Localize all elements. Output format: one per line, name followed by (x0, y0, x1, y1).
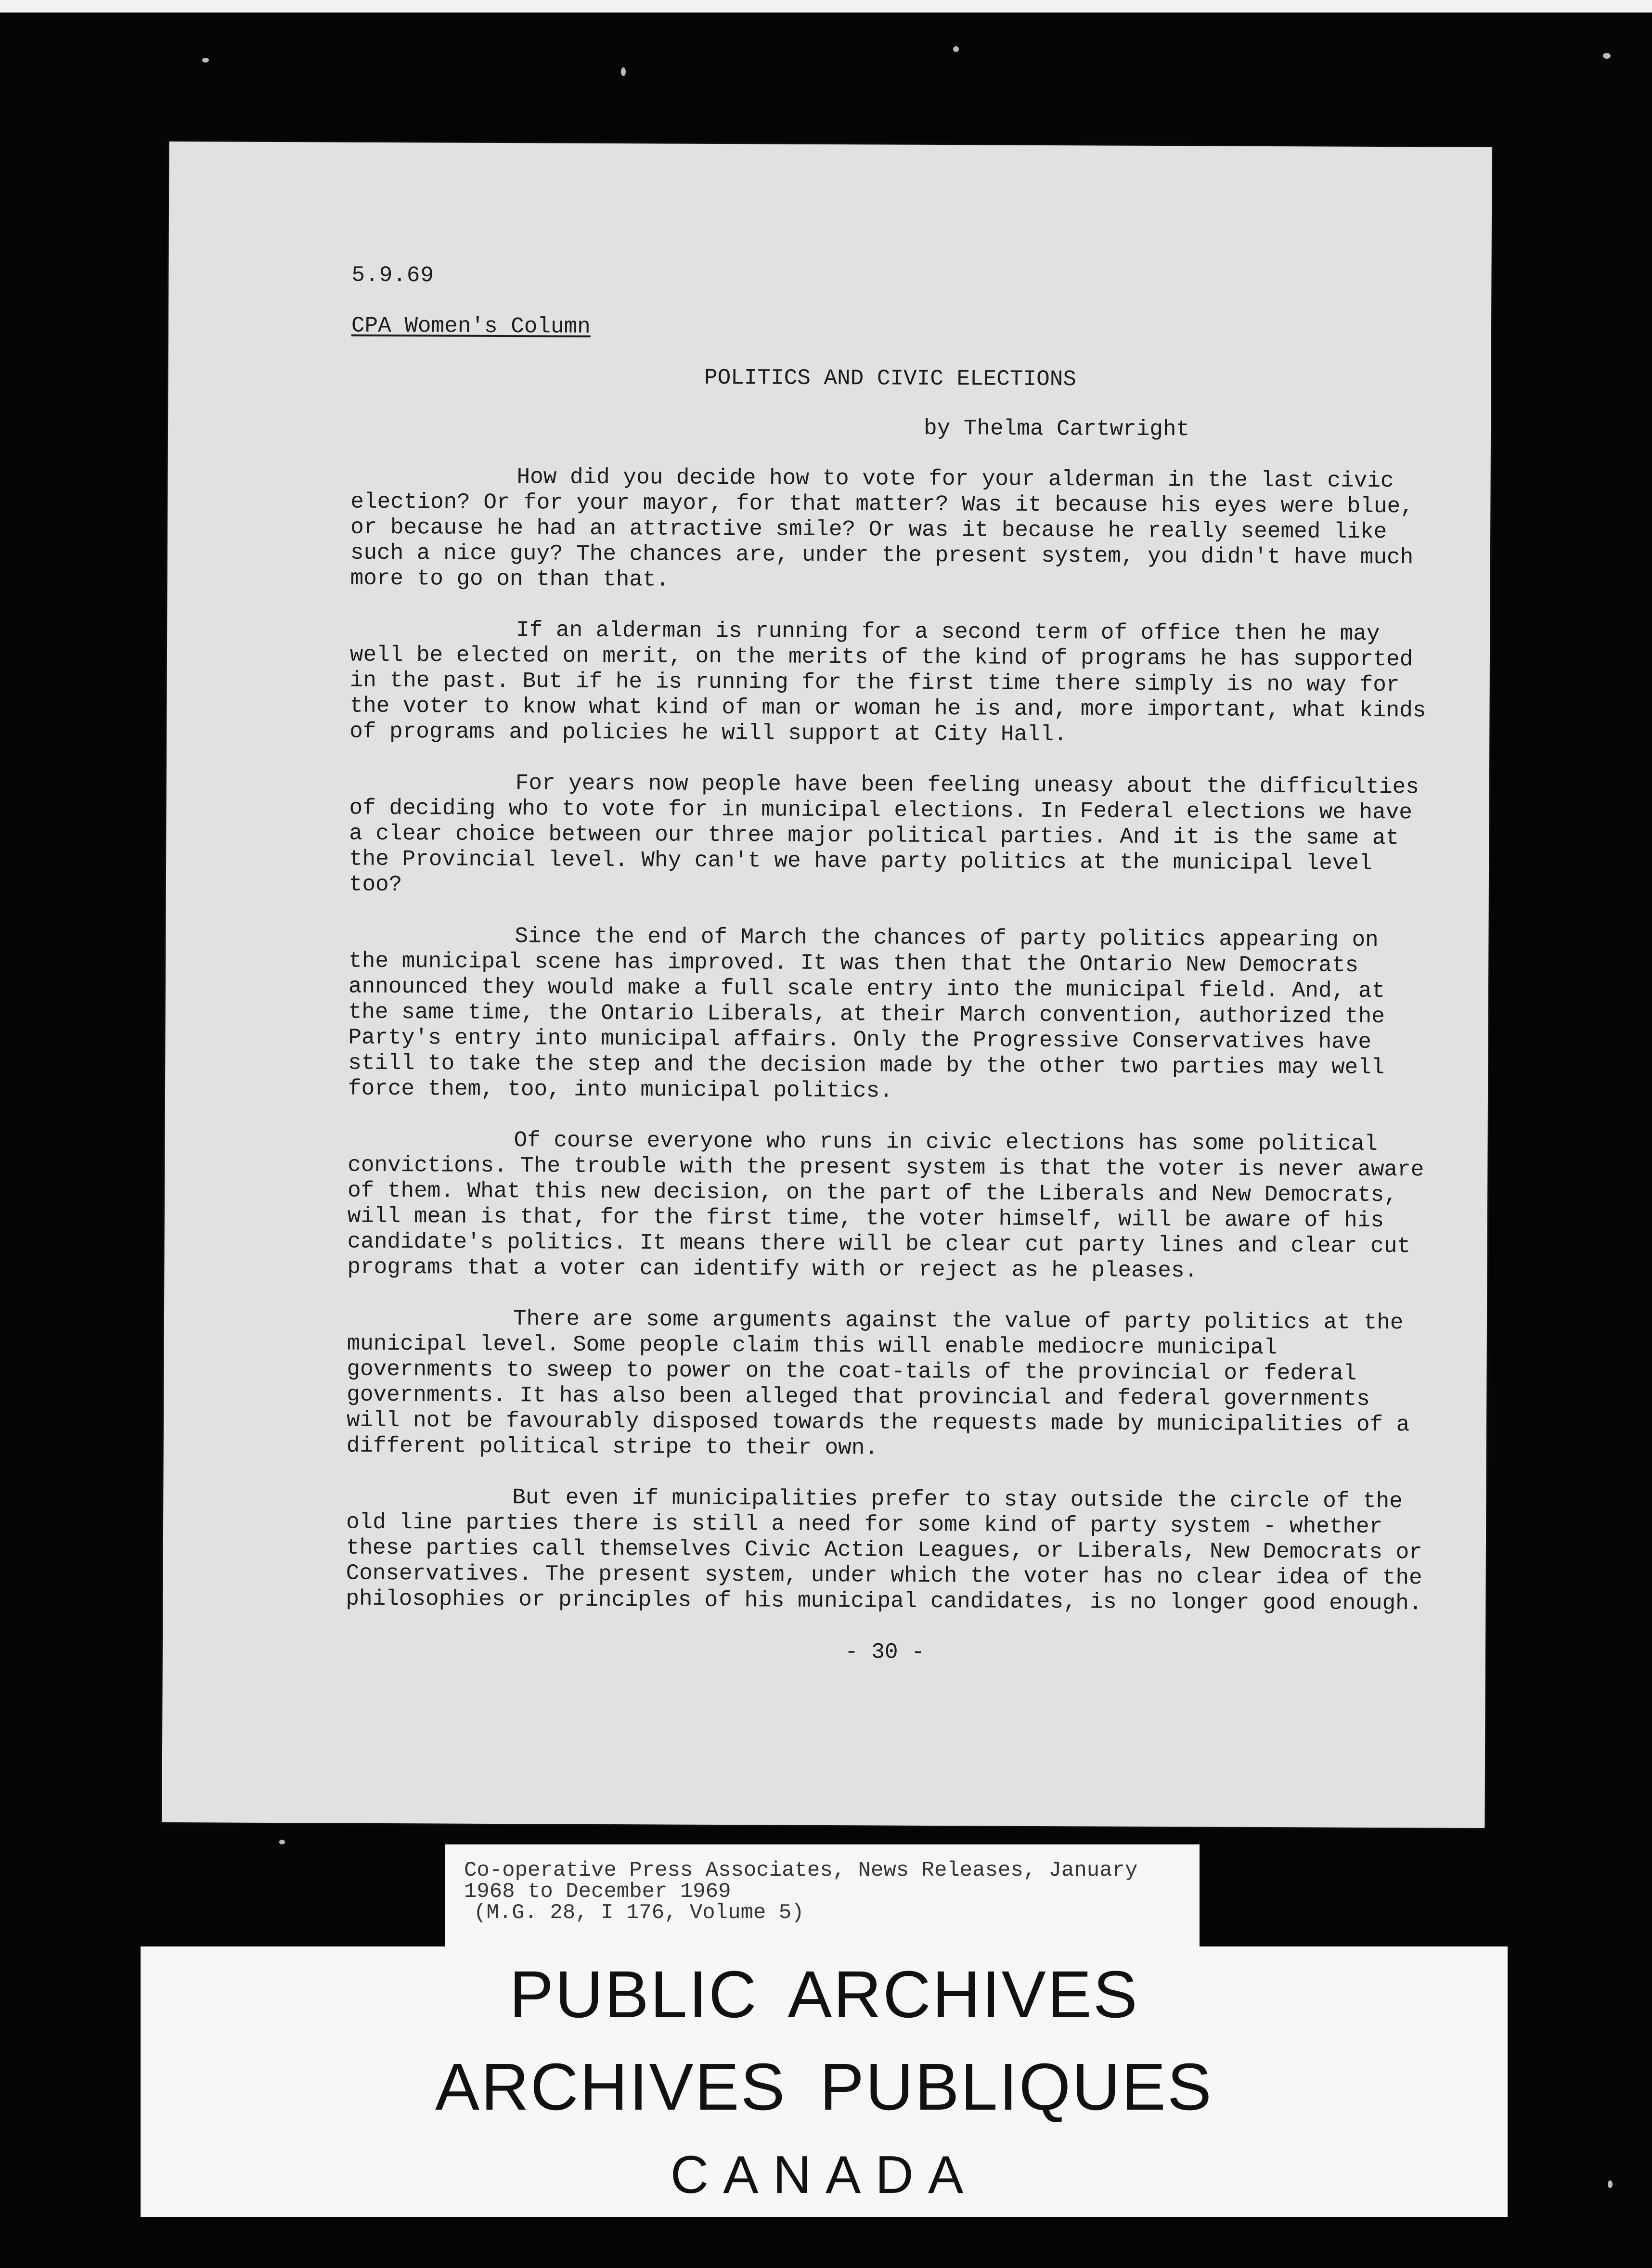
article-title: POLITICS AND CIVIC ELECTIONS (704, 365, 1077, 392)
film-speck (202, 58, 209, 63)
archive-reference-label (445, 1844, 1200, 1950)
column-label: CPA Women's Column (351, 313, 591, 339)
archive-reference-line: Co-operative Press Associates, News Releases, January (464, 1858, 1138, 1882)
archive-reference-line: 1968 to December 1969 (464, 1880, 731, 1904)
page-number: - 30 - (845, 1639, 925, 1665)
paragraph: But even if municipalities prefer to stay outside the circle of the old line parties there is still a need for some kind of party system - whether these parties call themselves Civic Action Leagues, or Liberals, New Democrats or Conservatives. The present system, under which the voter has no clear idea of the philosophies or principles of his municipal candidates, is no longer good enough. (346, 1485, 1422, 1616)
film-strip-edge (0, 0, 1652, 13)
document-date: 5.9.69 (351, 262, 435, 288)
document-body (346, 263, 1430, 1668)
film-speck (953, 46, 959, 52)
article-byline: by Thelma Cartwright (923, 415, 1190, 442)
archive-reference-line: (M.G. 28, I 176, Volume 5) (474, 1901, 804, 1925)
film-speck (1603, 53, 1611, 59)
paragraph: Of course everyone who runs in civic elections has some political convictions. The trouble with the present system is that the voter is never aware of them. What this new decision, on the part of the Liberals and New Democrats, will mean is that, for the first time, the voter himself, will be aware of his candidate's politics. It means there will be clear cut party lines and clear cut programs that a voter can identify with or reject as he pleases. (347, 1128, 1424, 1284)
film-speck (279, 1840, 285, 1844)
archive-stamp (141, 1946, 1508, 2217)
paragraph: If an alderman is running for a second term of office then he may well be elected on merit, on the merits of the kind of programs he has supported in the past. But if he is running for the first time there simply is no way for the voter to know what kind of man or woman he is and, more important, what kinds of programs and policies he will support at City Hall. (349, 618, 1426, 747)
paragraph: For years now people have been feeling uneasy about the difficulties of deciding who to vote for in municipal elections. In Federal elections we have a clear choice between our three major political parties. And it is the same at the Provincial level. Why can't we have party politics at the municipal level too? (348, 771, 1420, 898)
stamp-line-french: ARCHIVES PUBLIQUES (435, 2050, 1213, 2124)
stamp-line-country: CANADA (670, 2145, 978, 2204)
paragraph: Since the end of March the chances of party politics appearing on the municipal scene has improved. It was then that the Ontario New Democrats announced they would make a full scale entry into the municipal field. And, at the same time, the Ontario Liberals, at their March convention, authorized the Party's entry into municipal affairs. Only the Progressive Conservatives have still to take the step and the decision made by the other two parties may well force them, too, into municipal politics. (348, 924, 1385, 1104)
film-speck (1608, 2180, 1613, 2188)
paragraph: There are some arguments against the value of party politics at the municipal level. Some people claim this will enable mediocre municipal governments to sweep to power on the coat-tails of the provincial or federal governments. It has also been alleged that provincial and federal governments will not be favourably disposed towards the requests made by municipalities of a different political stripe to their own. (346, 1306, 1410, 1461)
film-speck (621, 67, 626, 76)
document-page (162, 142, 1492, 1828)
stamp-line-english: PUBLIC ARCHIVES (509, 1958, 1139, 2032)
paragraph: How did you decide how to vote for your alderman in the last civic election? Or for your mayor, for that matter? Was it because his eyes were blue, or because he had an attractive smile? Or was it because he really seemed like such a nice guy? The chances are, under the present system, you didn't have much more to go on than that. (350, 464, 1414, 593)
